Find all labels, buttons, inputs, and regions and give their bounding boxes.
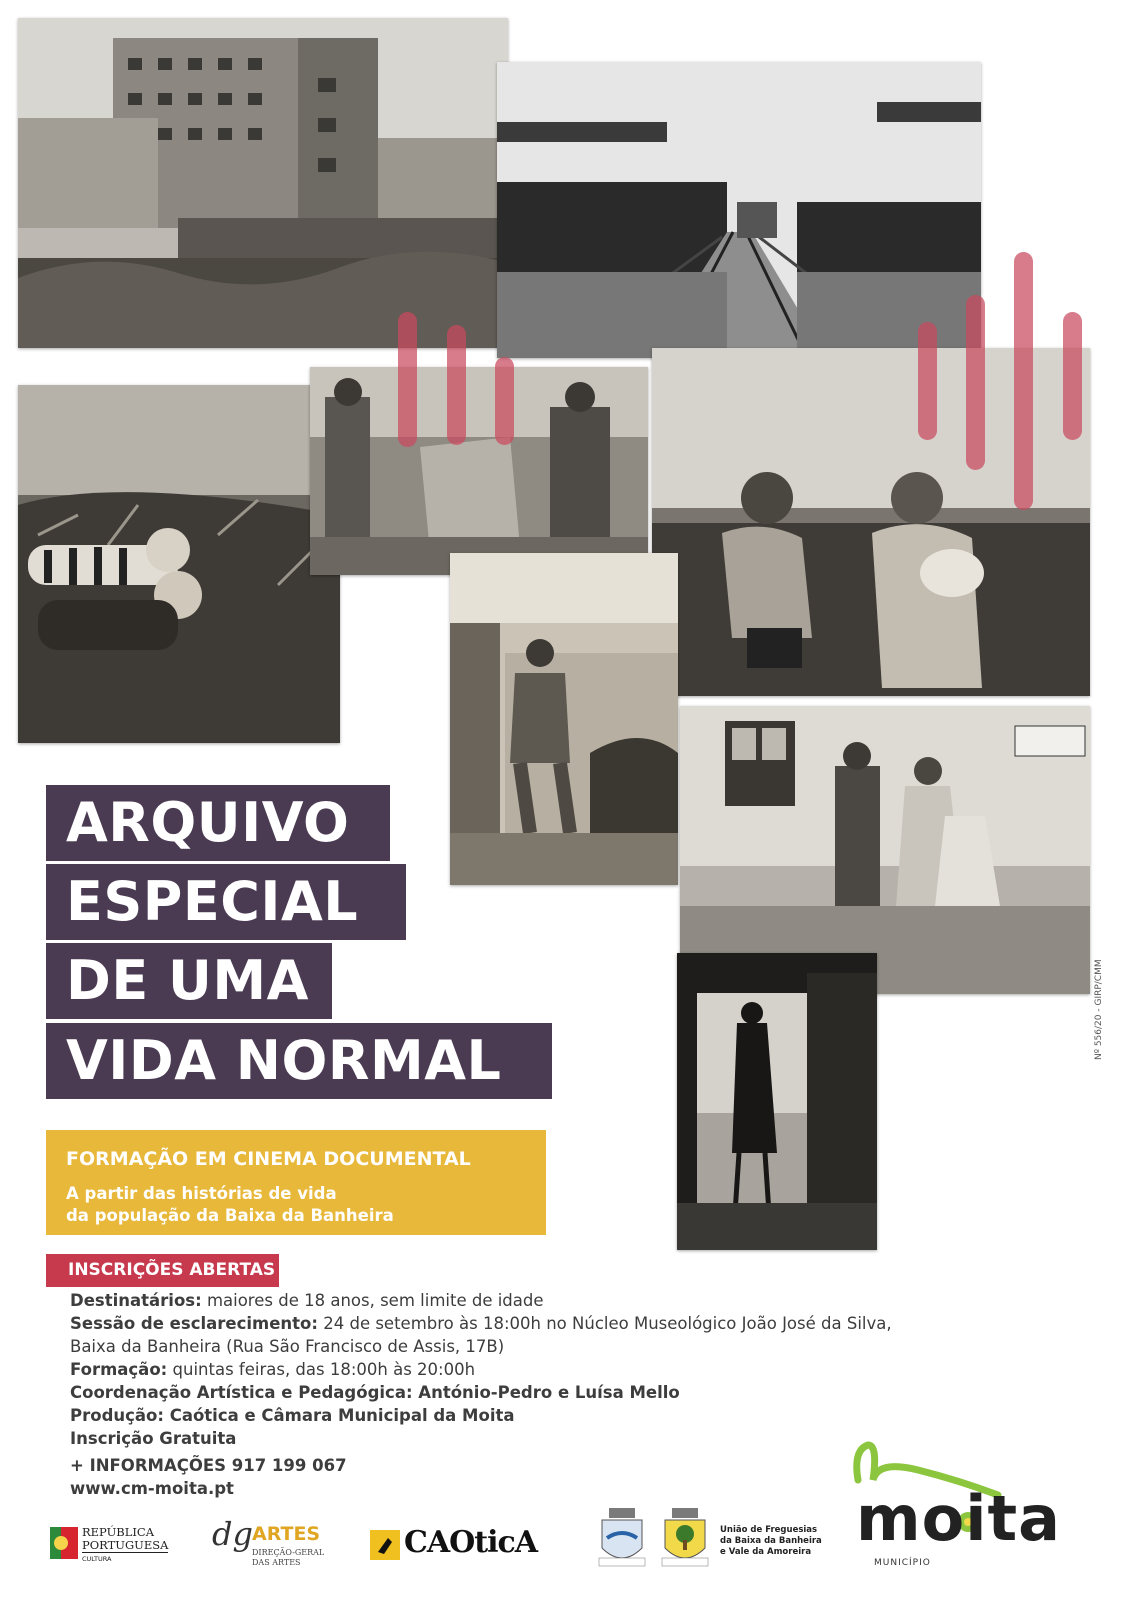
title-line: VIDA NORMAL xyxy=(46,1023,552,1099)
vale-amoreira-crest xyxy=(660,1508,710,1570)
subtitle-heading: FORMAÇÃO EM CINEMA DOCUMENTAL xyxy=(66,1148,471,1170)
caotica-logo xyxy=(370,1525,570,1565)
info-producao: Produção: Caótica e Câmara Municipal da Moita xyxy=(70,1406,515,1425)
photo-family-street xyxy=(680,706,1090,994)
website-link[interactable]: www.cm-moita.pt xyxy=(70,1479,234,1498)
republica-line3: CULTURA xyxy=(82,1555,112,1563)
decorative-bar xyxy=(398,312,417,447)
info-sessao-address: Baixa da Banheira (Rua São Francisco de Assis, 17B) xyxy=(70,1337,505,1356)
uniao-freguesias-logo xyxy=(720,1525,830,1565)
info-coordenacao: Coordenação Artística e Pedagógica: António-Pedro e Luísa Mello xyxy=(70,1383,680,1402)
moita-municipio-logo xyxy=(848,1440,1088,1575)
subtitle-box xyxy=(46,1130,546,1235)
title-line: DE UMA xyxy=(46,943,332,1019)
caotica-icon xyxy=(370,1530,400,1560)
municipio-text: MUNICÍPIO xyxy=(874,1558,931,1568)
reference-code: Nº 556/20 - GIRP/CMM xyxy=(1094,959,1104,1060)
dg-text: dg xyxy=(212,1515,253,1553)
photo-man-doorway xyxy=(450,553,678,885)
dg-sub2: DAS ARTES xyxy=(252,1558,301,1567)
decorative-bar xyxy=(1014,252,1033,510)
info-formacao: Formação: quintas feiras, das 18:00h às 20:00h xyxy=(70,1360,476,1379)
subtitle-line: A partir das histórias de vida xyxy=(66,1184,337,1203)
artes-text: ARTES xyxy=(252,1523,321,1545)
republica-portuguesa-logo xyxy=(50,1525,180,1565)
decorative-bar xyxy=(495,357,514,445)
uniao-line1: União de Freguesias xyxy=(720,1525,818,1535)
photo-train-station xyxy=(497,62,981,358)
dgartes-logo xyxy=(212,1515,332,1570)
info-inscricao: Inscrição Gratuita xyxy=(70,1429,237,1448)
republica-line2: PORTUGUESA xyxy=(82,1538,169,1552)
decorative-bar xyxy=(1063,312,1082,440)
republica-line1: REPÚBLICA xyxy=(82,1525,155,1539)
photo-couple-grass xyxy=(18,385,340,743)
photo-woman-doorway xyxy=(677,953,877,1250)
decorative-bar xyxy=(918,322,937,440)
info-destinatarios: Destinatários: maiores de 18 anos, sem limite de idade xyxy=(70,1291,544,1310)
decorative-bar xyxy=(966,295,985,470)
dg-sub1: DIREÇÃO-GERAL xyxy=(252,1548,325,1557)
info-sessao: Sessão de esclarecimento: 24 de setembro às 18:00h no Núcleo Museológico João José da Silva, xyxy=(70,1314,892,1333)
caotica-text: CAOticA xyxy=(404,1525,538,1560)
uniao-line3: e Vale da Amoreira xyxy=(720,1547,812,1557)
moita-text: moita xyxy=(856,1482,1061,1555)
flag-icon xyxy=(50,1527,78,1559)
photo-building xyxy=(18,18,508,348)
photo-donkey-cart xyxy=(310,367,648,575)
info-phone: + INFORMAÇÕES 917 199 067 xyxy=(70,1456,347,1475)
title-line: ESPECIAL xyxy=(46,864,406,940)
subtitle-line: da população da Baixa da Banheira xyxy=(66,1206,394,1225)
registration-badge: INSCRIÇÕES ABERTAS xyxy=(46,1254,279,1287)
baixa-banheira-crest xyxy=(597,1508,647,1570)
uniao-line2: da Baixa da Banheira xyxy=(720,1536,822,1546)
title-line: ARQUIVO xyxy=(46,785,390,861)
decorative-bar xyxy=(447,325,466,445)
